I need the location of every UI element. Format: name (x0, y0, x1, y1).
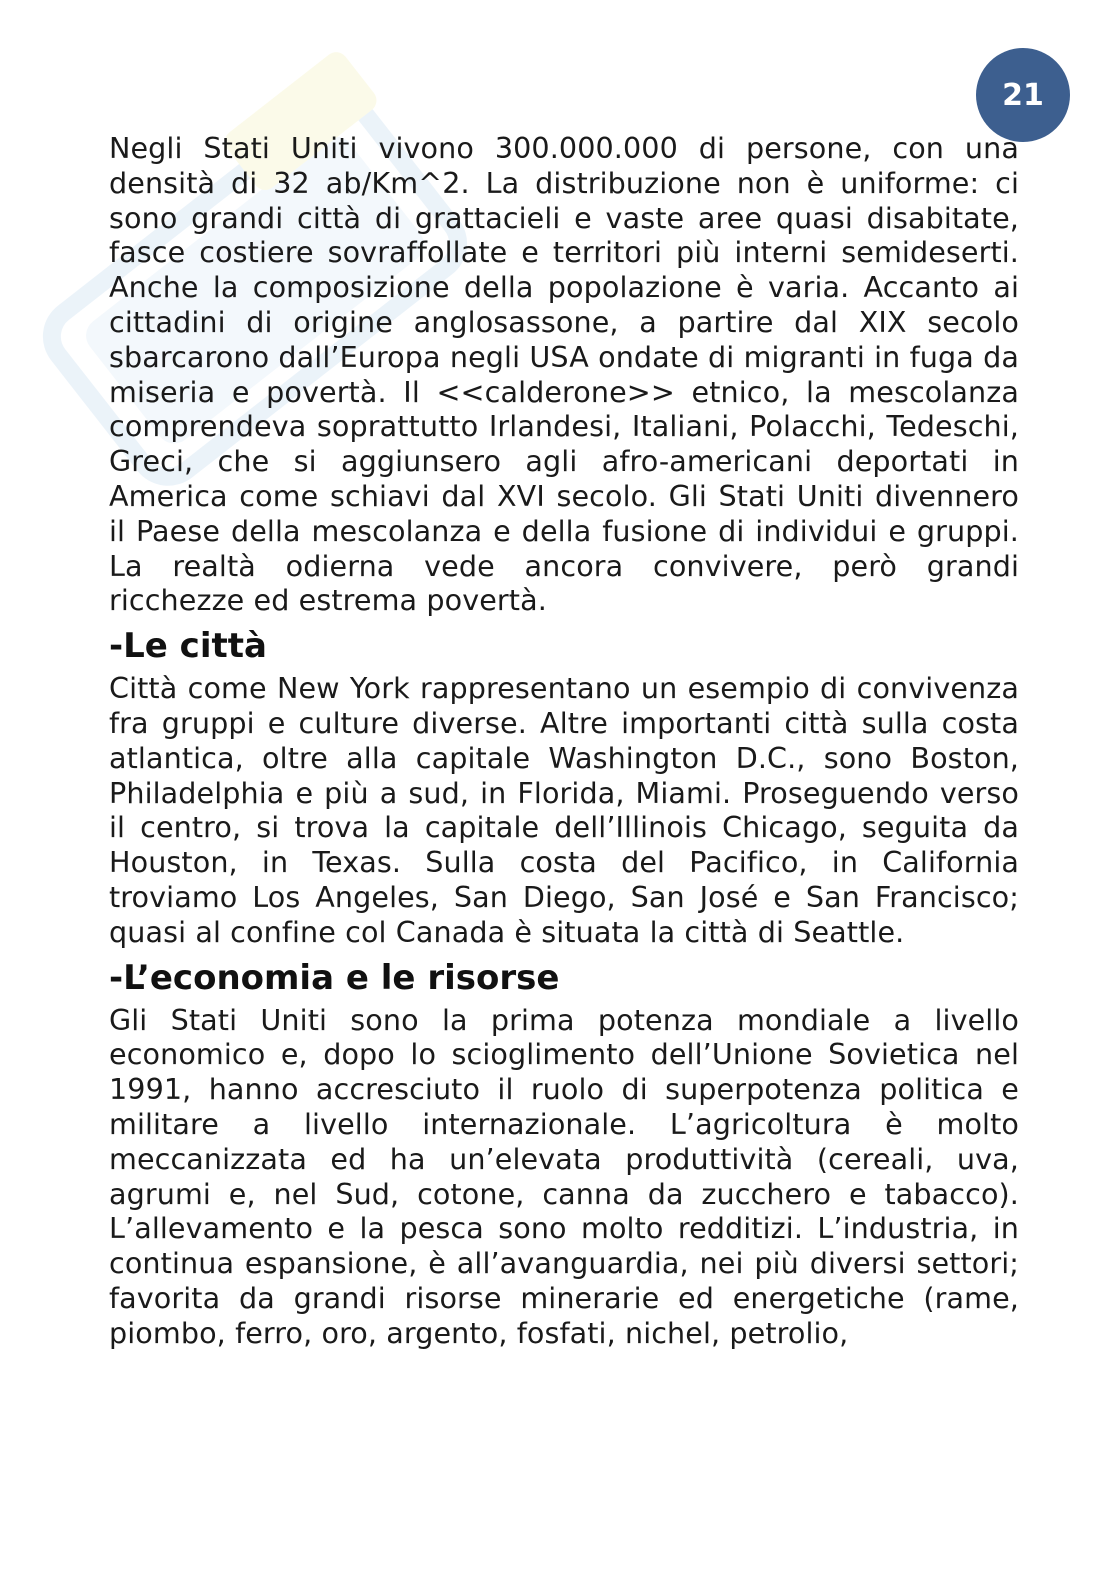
paragraph-population: Negli Stati Uniti vivono 300.000.000 di persone, con una densità di 32 ab/Km^2. La distribuzione non è uniforme: ci sono grandi città di grattacieli e vaste aree quasi disabitate, fasce costiere sovraffollate e territori più interni semideserti. Anche la composizione della popolazione è varia. Accanto ai cittadini di origine anglosassone, a partire dal XIX secolo sbarcarono dall’Europa negli USA ondate di migranti in fuga da miseria e povertà. Il <<calderone>> etnico, la mescolanza comprendeva soprattutto Irlandesi, Italiani, Polacchi, Tedeschi, Greci, che si aggiunsero agli afro-americani deportati in America come schiavi dal XVI secolo. Gli Stati Uniti divennero il Paese della mescolanza e della fusione di individui e gruppi. La realtà odierna vede ancora convivere, però grandi ricchezze ed estrema povertà. (109, 131, 1019, 618)
page-content (109, 131, 1019, 1351)
heading-cities: -Le città (109, 626, 267, 667)
page-number-badge (976, 48, 1070, 142)
paragraph-cities: Città come New York rappresentano un esempio di convivenza fra gruppi e culture diverse. Altre importanti città sulla costa atlantica, oltre alla capitale Washington D.C., sono Boston, Philadelphia e più a sud, in Florida, Miami. Proseguendo verso il centro, si trova la capitale dell’Illinois Chicago, seguita da Houston, in Texas. Sulla costa del Pacifico, in California troviamo Los Angeles, San Diego, San José e San Francisco; quasi al confine col Canada è situata la città di Seattle. (109, 671, 1019, 949)
page-number: 21 (1002, 77, 1044, 113)
heading-economy: -L’economia e le risorse (109, 957, 560, 998)
paragraph-economy: Gli Stati Uniti sono la prima potenza mondiale a livello economico e, dopo lo scioglimento dell’Unione Sovietica nel 1991, hanno accresciuto il ruolo di superpotenza politica e militare a livello internazionale. L’agricoltura è molto meccanizzata ed ha un’elevata produttività (cereali, uva, agrumi e, nel Sud, cotone, canna da zucchero e tabacco). L’allevamento e la pesca sono molto redditizi. L’industria, in continua espansione, è all’avanguardia, nei più diversi settori; favorita da grandi risorse minerarie ed energetiche (rame, piombo, ferro, oro, argento, fosfati, nichel, petrolio, (109, 1002, 1019, 1350)
